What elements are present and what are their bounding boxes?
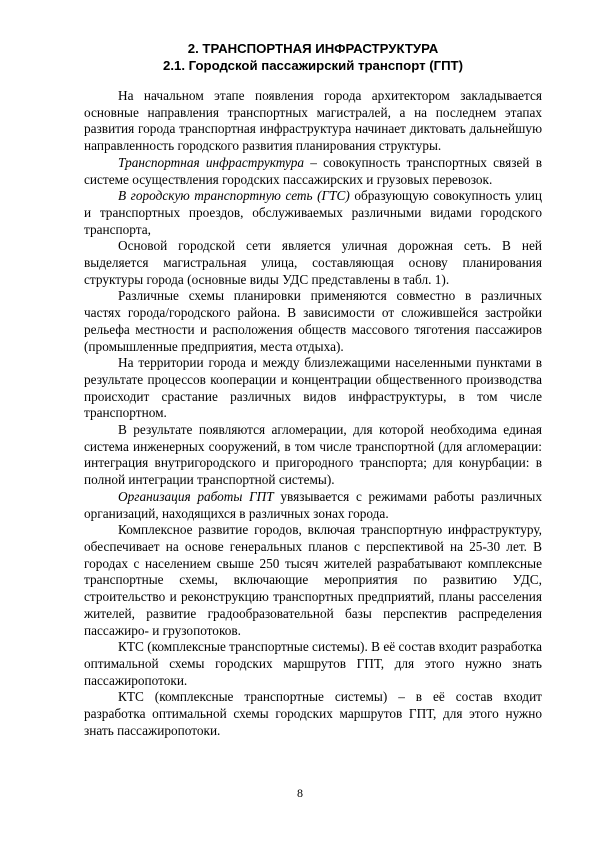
section-title: 2.1. Городской пассажирский транспорт (ГПТ) bbox=[162, 58, 463, 73]
paragraph-1 bbox=[84, 88, 542, 155]
paragraph-11 bbox=[84, 689, 542, 739]
paragraph-text: КТС (комплексные транспортные системы). В её состав входит разработка оптимальной схемы городских маршрутов ГПТ, для этого нужно знать пассажиропотоки. bbox=[84, 639, 542, 688]
paragraph-text: На территории города и между близлежащими населенными пунктами в результате процессов кооперации и концентрации общественного производства происходит срастание различных видов инфраструктуры, в том числе транспортном. bbox=[84, 355, 542, 421]
paragraph-text: увязывается с режимами работы различных организаций, находящихся в различных зонах города. bbox=[84, 488, 542, 521]
document-page bbox=[84, 40, 542, 739]
paragraph-text: На начальном этапе появления города архитектором закладывается основные направления транспортных магистралей, а на последнем этапах развития города транспортная инфраструктура начинает диктовать дальнейшую направленность городского развития планирования структуры. bbox=[84, 88, 542, 154]
paragraph-10 bbox=[84, 639, 542, 689]
paragraph-8 bbox=[84, 489, 542, 522]
paragraph-7 bbox=[84, 422, 542, 489]
term-italic: Организация работы ГПТ bbox=[118, 488, 274, 504]
paragraph-text: КТС (комплексные транспортные системы) – в её состав входит разработка оптимальной схемы городских маршрутов ГПТ, для этого нужно знать пассажиропотоки. bbox=[84, 689, 542, 738]
page-number: 8 bbox=[297, 786, 303, 800]
term-italic: Транспортная инфраструктура bbox=[118, 154, 305, 170]
chapter-title: 2. ТРАНСПОРТНАЯ ИНФРАСТРУКТУРА bbox=[187, 41, 439, 56]
paragraph-4 bbox=[84, 238, 542, 288]
paragraph-5 bbox=[84, 288, 542, 355]
term-italic: В городскую транспортную сеть (ГТС) bbox=[118, 188, 350, 204]
paragraph-text: Комплексное развитие городов, включая транспортную инфраструктуру, обеспечивает на основе генеральных планов с перспективой на 25-30 лет. В городах с населением свыше 250 тысяч жителей разрабатывают комплексные транспортные схемы, включающие мероприятия по развитию УДС, строительство и реконструкцию транспортных предприятий, планы расселения жителей, развитие градообразовательной базы перспектив распределения пассажиро- и грузопотоков. bbox=[84, 522, 542, 638]
paragraph-text: Основой городской сети является уличная дорожная сеть. В ней выделяется магистральная улица, составляющая основу планирования структуры города (основные виды УДС представлены в табл. 1). bbox=[84, 238, 542, 287]
paragraph-text: В результате появляются агломерации, для которой необходима единая система инженерных сооружений, в том числе транспортной (для агломерации: интеграция внутригородского и пригородного транспорта; для конурбации: в полной интеграции транспортной системы). bbox=[84, 422, 542, 488]
paragraph-3 bbox=[84, 188, 542, 238]
paragraph-2 bbox=[84, 155, 542, 188]
paragraph-6 bbox=[84, 355, 542, 422]
paragraph-text: образующую совокупность улиц и транспортных проездов, обслуживаемых различными видами городского транспорта, bbox=[84, 188, 543, 237]
paragraph-text: – совокупность транспортных связей в системе осуществления городских пассажирских и грузовых перевозок. bbox=[84, 154, 543, 187]
paragraph-9 bbox=[84, 522, 542, 639]
paragraph-text: Различные схемы планировки применяются совместно в различных частях города/городского района. В зависимости от сложившейся застройки рельефа местности и расположения обществ массового тяготения пассажиров (промышленные предприятия, места отдыха). bbox=[84, 288, 542, 354]
